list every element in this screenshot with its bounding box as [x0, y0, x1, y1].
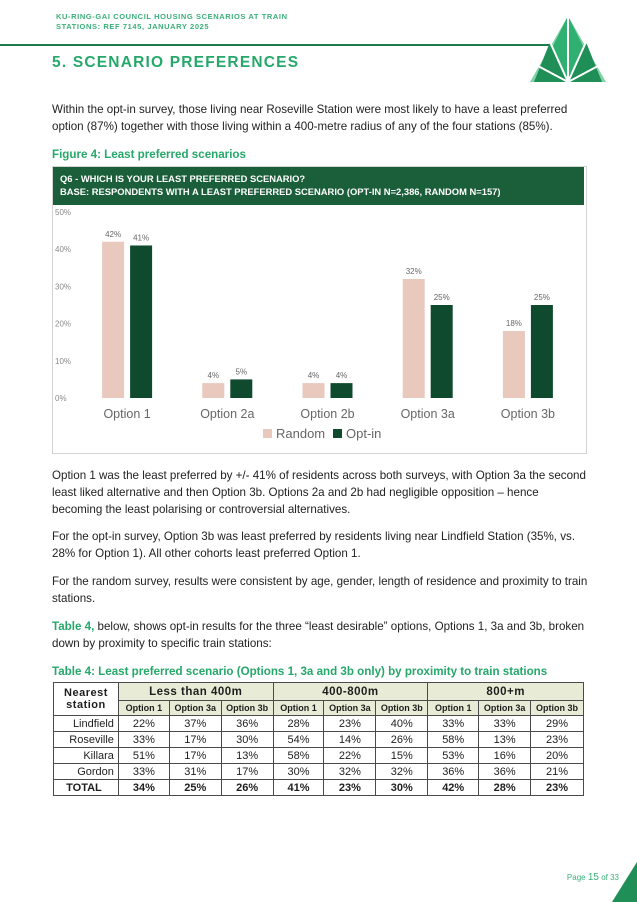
data-label: 4% — [307, 371, 320, 381]
y-tick-label: 50% — [55, 208, 72, 217]
report-header — [56, 12, 356, 32]
legend-label: Opt-in — [346, 426, 382, 441]
logo-mountain-icon — [528, 14, 608, 84]
subheader-cell: Option 1 — [428, 701, 479, 716]
value-cell: 26% — [221, 780, 273, 796]
value-cell: 28% — [479, 780, 531, 796]
value-cell: 23% — [531, 780, 584, 796]
paragraph-3: For the random survey, results were consistent by age, gender, length of residence and proximity to train stations. — [52, 575, 588, 605]
group-header-under-400m: Less than 400m — [118, 683, 273, 701]
bar-opt-in — [230, 379, 252, 398]
bar-random — [303, 383, 325, 398]
data-label: 4% — [335, 371, 348, 381]
table-corner-header — [54, 683, 119, 716]
report-header-line1: KU-RING-GAI COUNCIL HOUSING SCENARIOS AT TRAIN — [56, 12, 288, 21]
value-cell: 22% — [118, 716, 169, 732]
subheader-cell: Option 3b — [221, 701, 273, 716]
table-title: Table 4: Least preferred scenario (Options 1, 3a and 3b only) by proximity to train stations — [52, 665, 548, 678]
value-cell: 36% — [479, 764, 531, 780]
value-cell: 41% — [273, 780, 324, 796]
bar-opt-in — [130, 245, 152, 398]
chart-banner — [53, 167, 584, 205]
least-preferred-bar-chart — [53, 205, 584, 451]
subheader-cell: Option 3b — [376, 701, 428, 716]
table-row — [54, 780, 584, 796]
corner-line2: station — [66, 699, 106, 711]
legend-swatch — [263, 429, 272, 438]
value-cell: 37% — [169, 716, 221, 732]
category-label: Option 3b — [500, 407, 556, 421]
data-label: 18% — [505, 319, 522, 329]
chart-base: BASE: RESPONDENTS WITH A LEAST PREFERRED SCENARIO (OPT-IN N=2,386, RANDOM N=157) — [60, 186, 501, 197]
value-cell: 17% — [169, 732, 221, 748]
y-tick-label: 40% — [55, 245, 72, 255]
paragraph-1: Option 1 was the least preferred by +/- 41% of residents across both surveys, with Option 3a the second least liked alternative and then Option 3b. Options 2a and 2b had negligible opposition – hence becoming the least polarising or controversial alternatives. — [52, 469, 586, 516]
subheader-cell: Option 1 — [118, 701, 169, 716]
value-cell: 15% — [376, 748, 428, 764]
station-cell: TOTAL — [54, 780, 119, 796]
y-tick-label: 0% — [55, 394, 67, 403]
value-cell: 26% — [376, 732, 428, 748]
value-cell: 32% — [376, 764, 428, 780]
data-label: 32% — [405, 266, 422, 276]
table-row — [54, 764, 584, 780]
value-cell: 30% — [221, 732, 273, 748]
bar-random — [202, 383, 224, 398]
page-current: 15 — [587, 872, 599, 883]
category-label: Option 1 — [103, 407, 151, 421]
data-label: 25% — [533, 293, 550, 302]
station-cell: Lindfield — [54, 716, 119, 732]
value-cell: 36% — [221, 716, 273, 732]
data-label: 41% — [133, 233, 150, 243]
value-cell: 34% — [118, 780, 169, 796]
value-cell: 33% — [118, 764, 169, 780]
table-body — [54, 716, 584, 796]
subheader-cell: Option 3a — [479, 701, 531, 716]
chart-question: Q6 - WHICH IS YOUR LEAST PREFERRED SCENARIO? — [60, 173, 306, 184]
legend-swatch — [333, 429, 342, 438]
bar-opt-in — [331, 383, 353, 398]
station-cell: Roseville — [54, 732, 119, 748]
report-header-line2: STATIONS: REF 7145, JANUARY 2025 — [56, 22, 210, 31]
value-cell: 22% — [324, 748, 376, 764]
value-cell: 23% — [324, 716, 376, 732]
category-label: Option 2a — [200, 407, 255, 421]
intro-paragraph: Within the opt-in survey, those living near Roseville Station were most likely to have a least preferred option (87%) together with those living within a 400-metre radius of any of the four stations (85%). — [52, 103, 568, 133]
value-cell: 21% — [531, 764, 584, 780]
subheader-cell: Option 1 — [273, 701, 324, 716]
section-title: 5. SCENARIO PREFERENCES — [52, 54, 300, 71]
paragraph-4-text: below, shows opt-in results for the three “least desirable” options, Options 1, 3a and 3b, broken down by proximity to specific train stations: — [52, 620, 585, 650]
data-label: 5% — [235, 367, 248, 377]
paragraph-2: For the opt-in survey, Option 3b was least preferred by residents living near Lindfield Station (35%, vs. 28% for Option 1). All other cohorts least preferred Option 1. — [52, 530, 576, 560]
corner-triangle-icon — [612, 862, 637, 902]
legend-label: Random — [276, 426, 326, 441]
corner-line1: Nearest — [64, 687, 108, 699]
table-reference-link[interactable]: Table 4, — [52, 620, 95, 633]
proximity-table — [53, 682, 584, 796]
value-cell: 36% — [428, 764, 479, 780]
value-cell: 33% — [428, 716, 479, 732]
value-cell: 23% — [324, 780, 376, 796]
data-label: 4% — [207, 371, 220, 381]
y-tick-label: 10% — [55, 356, 72, 366]
value-cell: 53% — [428, 748, 479, 764]
table-row — [54, 716, 584, 732]
value-cell: 32% — [324, 764, 376, 780]
data-label: 42% — [105, 229, 122, 239]
value-cell: 14% — [324, 732, 376, 748]
value-cell: 28% — [273, 716, 324, 732]
bar-opt-in — [531, 305, 553, 398]
table-row — [54, 748, 584, 764]
bar-random — [102, 242, 124, 398]
data-label: 25% — [433, 293, 450, 302]
value-cell: 13% — [221, 748, 273, 764]
value-cell: 13% — [479, 732, 531, 748]
value-cell: 25% — [169, 780, 221, 796]
value-cell: 30% — [273, 764, 324, 780]
subheader-cell: Option 3b — [531, 701, 584, 716]
table-row — [54, 732, 584, 748]
value-cell: 58% — [273, 748, 324, 764]
value-cell: 42% — [428, 780, 479, 796]
value-cell: 16% — [479, 748, 531, 764]
subheader-cell: Option 3a — [169, 701, 221, 716]
value-cell: 17% — [169, 748, 221, 764]
bar-opt-in — [431, 305, 453, 398]
page-total: of 33 — [601, 873, 619, 882]
value-cell: 17% — [221, 764, 273, 780]
value-cell: 30% — [376, 780, 428, 796]
value-cell: 33% — [479, 716, 531, 732]
y-tick-label: 30% — [55, 282, 72, 292]
value-cell: 23% — [531, 732, 584, 748]
value-cell: 31% — [169, 764, 221, 780]
value-cell: 54% — [273, 732, 324, 748]
value-cell: 58% — [428, 732, 479, 748]
category-label: Option 3a — [400, 407, 455, 421]
page-label: Page — [566, 873, 586, 882]
bar-random — [403, 279, 425, 398]
header-divider — [0, 44, 560, 46]
group-header-400-800m: 400-800m — [273, 683, 428, 701]
value-cell: 33% — [118, 732, 169, 748]
paragraph-4 — [52, 618, 592, 652]
figure-title: Figure 4: Least preferred scenarios — [52, 148, 246, 161]
value-cell: 40% — [376, 716, 428, 732]
group-header-800m-plus: 800+m — [428, 683, 584, 701]
station-cell: Gordon — [54, 764, 119, 780]
category-label: Option 2b — [300, 407, 355, 421]
value-cell: 20% — [531, 748, 584, 764]
y-tick-label: 20% — [55, 319, 72, 329]
subheader-cell: Option 3a — [324, 701, 376, 716]
station-cell: Killara — [54, 748, 119, 764]
bar-random — [503, 331, 525, 398]
value-cell: 29% — [531, 716, 584, 732]
value-cell: 51% — [118, 748, 169, 764]
